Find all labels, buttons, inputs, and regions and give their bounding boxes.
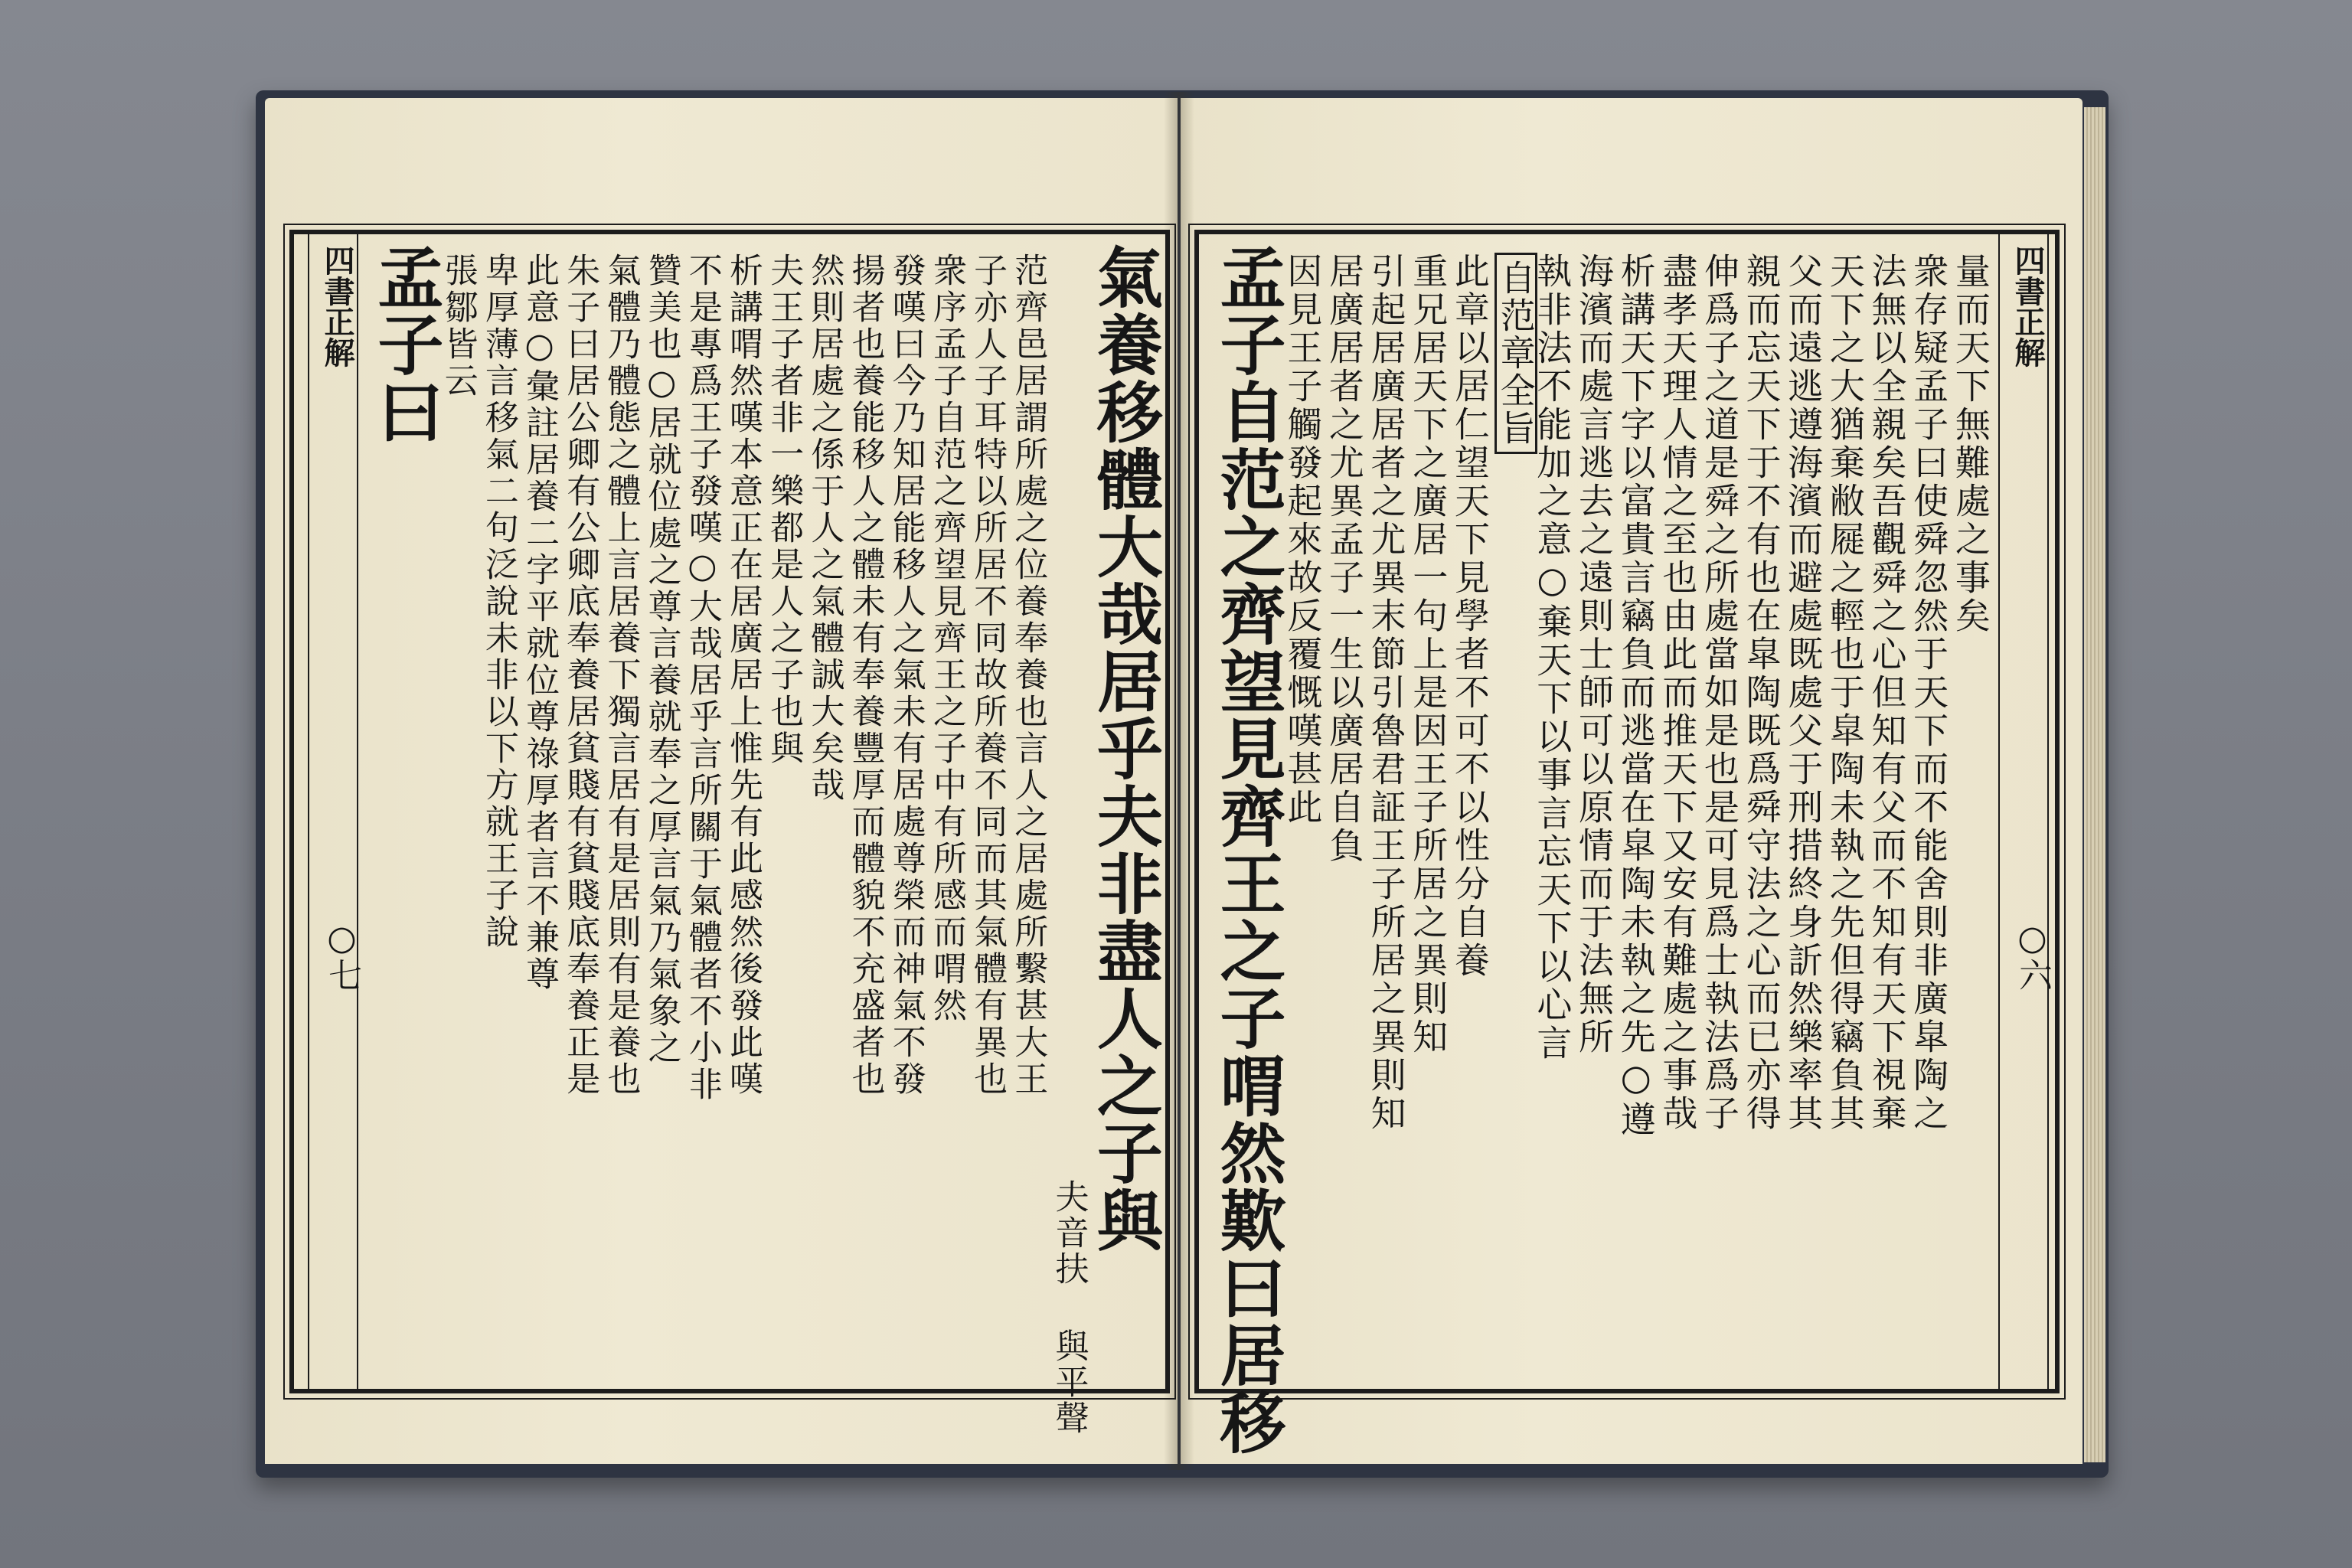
- right-folio: ○六: [2013, 919, 2052, 991]
- right-page-column: 父而遠逃遵海濱而避處既處父于刑措終身訢然樂率其: [1782, 253, 1824, 1133]
- right-page-column: 析講天下字以富貴言竊負而逃當在皐陶未執之先○遵: [1615, 253, 1657, 1139]
- left-page-column: 不是專爲王子發嘆○大哉居乎言所關于氣體者不小非: [682, 253, 722, 1103]
- left-page-column: 夫音扶 與平聲: [1049, 1179, 1089, 1436]
- left-page-column: 然則居處之係于人之氣體誠大矣哉: [805, 253, 844, 804]
- left-page-column: 子亦人子耳特以所居不同故所養不同而其氣體有異也: [968, 253, 1008, 1098]
- left-page-column: 張鄒皆云: [438, 253, 478, 400]
- right-page-column: 引起居廣居者之尤異末節引魯君証王子所居之異則知: [1365, 253, 1407, 1133]
- left-page-column: 贊美也○居就位處之尊言養就奉之厚言氣乃氣象之: [642, 253, 681, 1067]
- right-page-column: 自范章全旨: [1494, 253, 1537, 454]
- right-page-column: 執非法不能加之意○棄天下以事言忘天下以心言: [1531, 253, 1573, 1063]
- right-page-column: 天下之大猶棄敝屣之輕也于皐陶未執之先但得竊負其: [1824, 253, 1866, 1133]
- left-page-column: 析講喟然嘆本意正在居廣居上惟先有此感然後發此嘆: [724, 253, 763, 1098]
- left-page-column: 朱子曰居公卿有公卿底奉養居貧賤有貧賤底奉養正是: [560, 253, 600, 1098]
- right-page-column: 居廣居者之尤異孟子一生以廣居自負: [1324, 253, 1365, 865]
- left-page-column: 發嘆曰今乃知居能移人之氣未有居處尊榮而神氣不發: [886, 253, 926, 1098]
- right-margin-title: 四書正解: [2010, 245, 2046, 368]
- right-page-column: 此章以居仁望天下見學者不可不以性分自養: [1449, 253, 1491, 980]
- right-page-column: 重兄居天下之廣居一句上是因王子所居之異則知: [1407, 253, 1449, 1057]
- left-folio: ○七: [322, 919, 361, 991]
- left-page-column: 氣養移體大哉居乎夫非盡人之子與: [1085, 243, 1163, 1254]
- page-edges: [2084, 107, 2105, 1462]
- left-page-column: 卑厚薄言移氣二句泛說未非以下方就王子說: [479, 253, 518, 951]
- right-page-column: 海濱而處言逃去之遠則士師可以原情而于法無所: [1573, 253, 1615, 1057]
- left-page-column: 孟子曰: [366, 243, 444, 446]
- left-margin-strip: [308, 230, 358, 1393]
- right-page-column: 親而忘天下于不有也在皐陶既爲舜守法之心而已亦得: [1740, 253, 1782, 1133]
- left-page-column: 揚者也養能移人之體未有奉養豐厚而體貌不充盛者也: [845, 253, 885, 1098]
- left-page-column: 夫王子者非一樂都是人之子也與: [764, 253, 804, 767]
- right-page-column: 伸爲子之道是舜之所處當如是也是可見爲士執法爲子: [1698, 253, 1740, 1133]
- right-margin-strip: [1998, 230, 2049, 1393]
- left-page-column: 此意○彙註居養二字平就位尊祿厚者言不兼尊: [520, 253, 560, 993]
- left-page-column: 范齊邑居謂所處之位養奉養也言人之居處所繫甚大王: [1008, 253, 1048, 1098]
- right-page-column: 衆存疑孟子曰使舜忽然于天下而不能舍則非廣皐陶之: [1908, 253, 1950, 1133]
- left-margin-title: 四書正解: [319, 245, 355, 368]
- right-page-column: 量而天下無難處之事矣: [1949, 253, 1991, 635]
- right-page-column: 盡孝天理人情之至也由此而推天下又安有難處之事哉: [1657, 253, 1699, 1133]
- left-page-column: 氣體乃體態之體上言居養下獨言居有是居則有是養也: [601, 253, 641, 1098]
- right-page-column: 法無以全親矣吾觀舜之心但知有父而不知有天下視棄: [1866, 253, 1908, 1133]
- right-page-column: 孟子自范之齊望見齊王之子喟然歎曰居移: [1208, 243, 1286, 1456]
- left-page-column: 衆序孟子自范之齊望見齊王之子中有所感而喟然: [926, 253, 966, 1024]
- right-page-column: 因見王子觸發起來故反覆慨嘆甚此: [1282, 253, 1324, 827]
